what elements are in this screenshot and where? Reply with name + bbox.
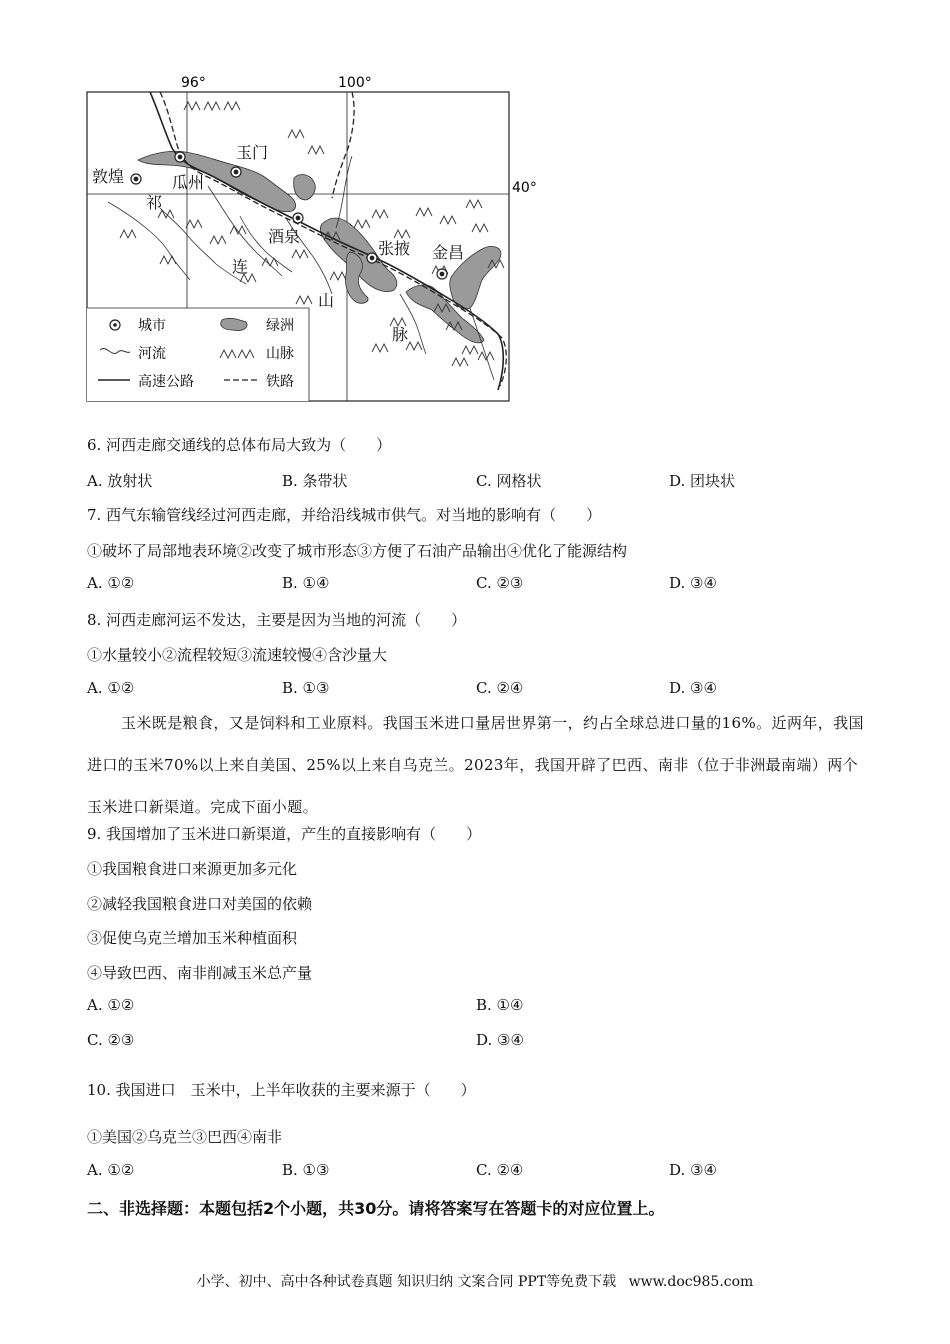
q7-option-b: B. ①④ xyxy=(282,574,330,592)
lon-96-label: 96° xyxy=(181,75,206,91)
section-2-heading: 二、非选择题：本题包括2个小题，共30分。请将答案写在答题卡的对应位置上。 xyxy=(87,1199,665,1218)
legend-railway: 铁路 xyxy=(266,374,294,390)
footer-text: 小学、初中、高中各种试卷真题 知识归纳 文案合同 PPT等免费下载 xyxy=(196,1274,617,1290)
question-10-statements: ①美国②乌克兰③巴西④南非 xyxy=(87,1128,283,1146)
city-label-zhangye: 张掖 xyxy=(378,239,411,258)
q8-option-a: A. ①② xyxy=(87,679,135,697)
corn-passage: 玉米既是粮食，又是饲料和工业原料。我国玉米进口量居世界第一，约占全球总进口量的16%。近两年，我国进口的玉米70%以上来自美国、25%以上来自乌克兰。2023年，我国开辟了巴西、南非（位于非洲最南端）两个玉米进口新渠道。完成下面小题。 xyxy=(87,714,864,816)
q7-option-a: A. ①② xyxy=(87,574,135,592)
hexi-corridor-map xyxy=(60,68,540,408)
q10-option-d: D. ③④ xyxy=(669,1161,717,1179)
range-char-shan: 山 xyxy=(318,291,335,310)
q6-option-d: D. 团块状 xyxy=(669,472,736,490)
q9-option-a: A. ①② xyxy=(87,996,135,1014)
question-6-stem: 6. 河西走廊交通线的总体布局大致为（ ） xyxy=(87,436,392,454)
footer-url[interactable]: www.doc985.com xyxy=(628,1274,754,1290)
city-label-jiuquan: 酒泉 xyxy=(268,227,301,246)
question-10-stem: 10. 我国进口 玉米中，上半年收获的主要来源于（ ） xyxy=(87,1081,476,1099)
legend-city: 城市 xyxy=(138,318,166,334)
q9-statement-1: ①我国粮食进口来源更加多元化 xyxy=(87,860,298,878)
q8-option-d: D. ③④ xyxy=(669,679,717,697)
range-char-qi: 祁 xyxy=(146,193,163,212)
q6-option-a: A. 放射状 xyxy=(87,472,153,490)
q6-option-b: B. 条带状 xyxy=(282,472,348,490)
legend-mountain: 山脉 xyxy=(266,346,294,362)
question-7-stem: 7. 西气东输管线经过河西走廊，并给沿线城市供气。对当地的影响有（ ） xyxy=(87,506,602,524)
city-label-yumen: 玉门 xyxy=(236,143,269,162)
q10-option-b: B. ①③ xyxy=(282,1161,330,1179)
q7-option-c: C. ②③ xyxy=(476,574,524,592)
question-8-statements: ①水量较小②流程较短③流速较慢④含沙量大 xyxy=(87,646,388,664)
q9-option-d: D. ③④ xyxy=(476,1031,524,1049)
q8-option-c: C. ②④ xyxy=(476,679,524,697)
city-label-guazhou: 瓜州 xyxy=(172,173,205,192)
q10-option-c: C. ②④ xyxy=(476,1161,524,1179)
legend-river: 河流 xyxy=(138,346,166,362)
page-footer xyxy=(0,1271,950,1291)
q7-option-d: D. ③④ xyxy=(669,574,717,592)
range-char-lian: 连 xyxy=(232,257,249,276)
map-legend xyxy=(87,308,309,401)
legend-oasis: 绿洲 xyxy=(266,318,294,334)
q9-statement-4: ④导致巴西、南非削减玉米总产量 xyxy=(87,964,313,982)
range-char-mai: 脉 xyxy=(392,325,409,344)
q9-option-c: C. ②③ xyxy=(87,1031,135,1049)
legend-highway: 高速公路 xyxy=(138,374,194,390)
q6-option-c: C. 网格状 xyxy=(476,472,542,490)
question-9-stem: 9. 我国增加了玉米进口新渠道，产生的直接影响有（ ） xyxy=(87,825,482,843)
question-7-statements: ①破坏了局部地表环境②改变了城市形态③方便了石油产品输出④优化了能源结构 xyxy=(87,542,628,560)
q9-option-b: B. ①④ xyxy=(476,996,524,1014)
q9-statement-3: ③促使乌克兰增加玉米种植面积 xyxy=(87,929,298,947)
city-label-dunhuang: 敦煌 xyxy=(92,167,125,186)
lon-100-label: 100° xyxy=(338,75,372,91)
question-8-stem: 8. 河西走廊河运不发达，主要是因为当地的河流（ ） xyxy=(87,611,467,629)
q10-option-a: A. ①② xyxy=(87,1161,135,1179)
q8-option-b: B. ①③ xyxy=(282,679,330,697)
q9-statement-2: ②减轻我国粮食进口对美国的依赖 xyxy=(87,895,313,913)
lat-40-label: 40° xyxy=(512,180,537,196)
city-label-jinchang: 金昌 xyxy=(432,243,465,262)
